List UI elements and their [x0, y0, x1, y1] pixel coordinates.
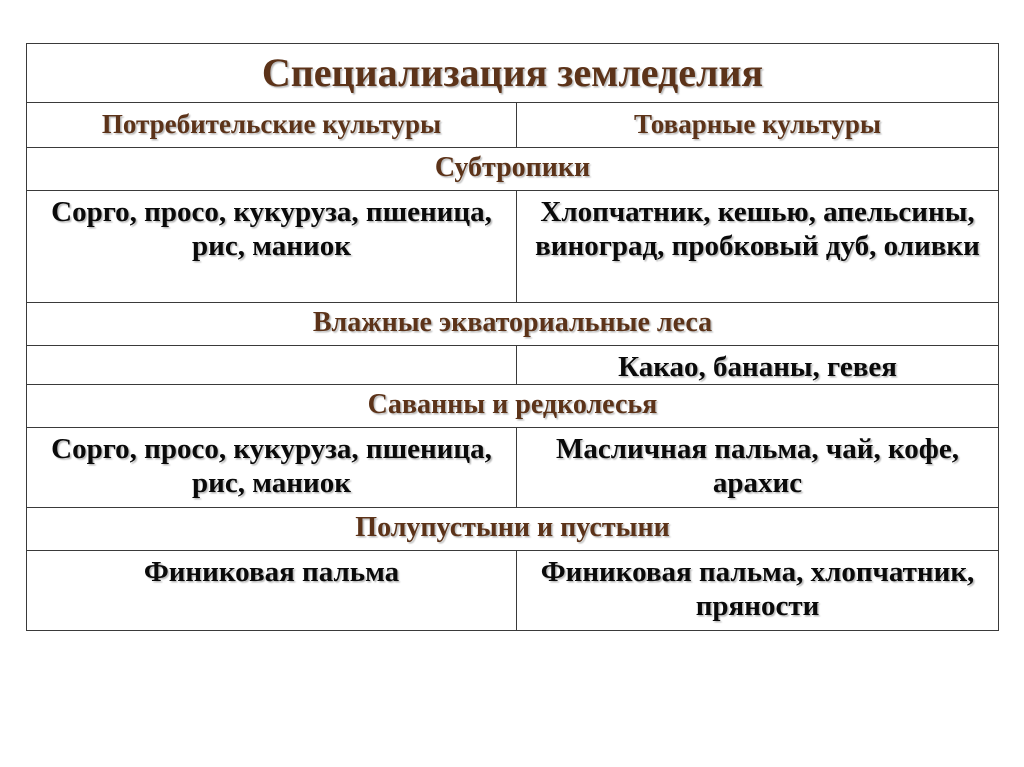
consumer-crops-savannas: Сорго, просо, кукуруза, пшеница, рис, маниок	[27, 428, 517, 508]
consumer-crops-subtropics: Сорго, просо, кукуруза, пшеница, рис, маниок	[27, 191, 517, 303]
column-header-consumer: Потребительские культуры	[27, 103, 517, 148]
title-row	[27, 44, 999, 103]
zone-row-savannas	[27, 385, 999, 428]
crops-row-deserts	[27, 551, 999, 631]
zone-heading-humid-forests: Влажные экваториальные леса	[27, 303, 999, 346]
consumer-crops-humid-forests	[27, 346, 517, 385]
zone-heading-deserts: Полупустыни и пустыни	[27, 508, 999, 551]
column-header-commercial: Товарные культуры	[517, 103, 999, 148]
zone-heading-subtropics: Субтропики	[27, 148, 999, 191]
agriculture-specialization-table	[26, 43, 999, 631]
zone-row-subtropics	[27, 148, 999, 191]
consumer-crops-deserts: Финиковая пальма	[27, 551, 517, 631]
column-header-row	[27, 103, 999, 148]
zone-heading-savannas: Саванны и редколесья	[27, 385, 999, 428]
commercial-crops-savannas: Масличная пальма, чай, кофе, арахис	[517, 428, 999, 508]
commercial-crops-humid-forests: Какао, бананы, гевея	[517, 346, 999, 385]
crops-row-humid-forests	[27, 346, 999, 385]
commercial-crops-deserts: Финиковая пальма, хлопчатник, пряности	[517, 551, 999, 631]
commercial-crops-subtropics: Хлопчатник, кешью, апельсины, виноград, пробковый дуб, оливки	[517, 191, 999, 303]
table-title: Специализация земледелия	[27, 44, 999, 103]
crops-row-subtropics	[27, 191, 999, 303]
crops-row-savannas	[27, 428, 999, 508]
zone-row-humid-forests	[27, 303, 999, 346]
zone-row-deserts	[27, 508, 999, 551]
